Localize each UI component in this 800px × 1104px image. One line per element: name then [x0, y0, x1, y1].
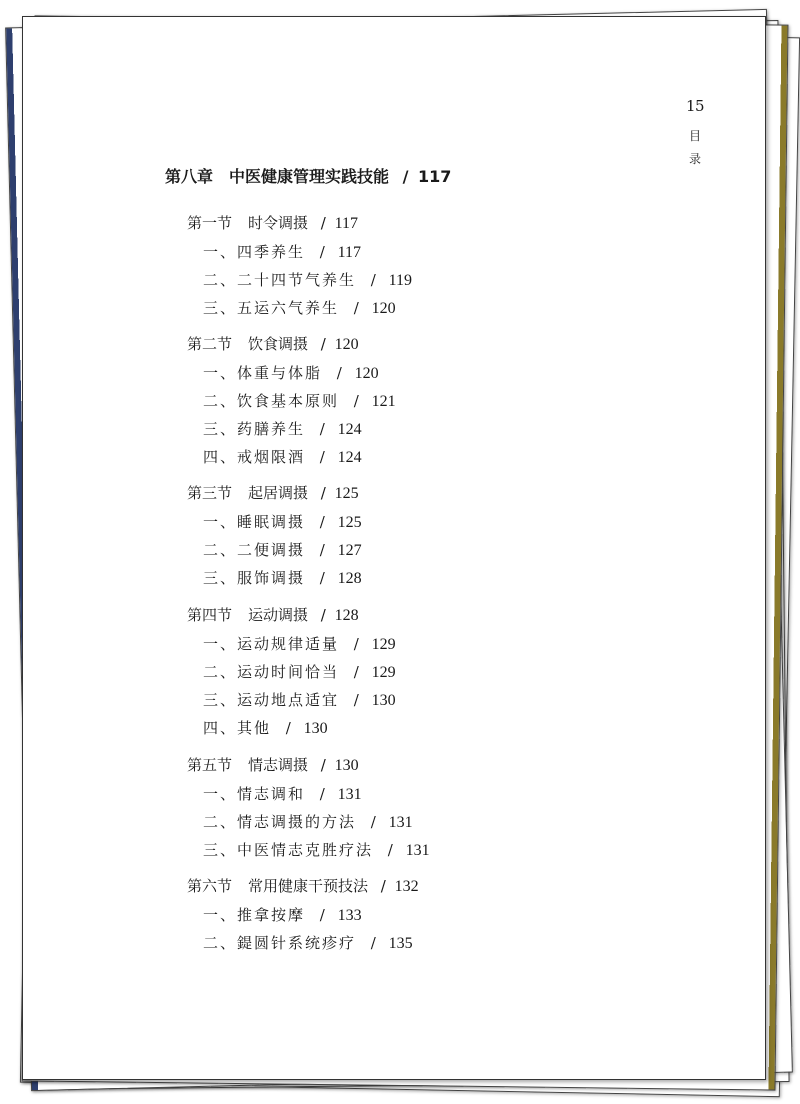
item-title: 二、情志调摄的方法: [203, 813, 357, 831]
item-title: 三、中医情志克胜疗法: [203, 841, 374, 859]
toc-section: 第二节 饮食调摄 / 120: [187, 335, 359, 353]
item-page: 131: [337, 786, 362, 803]
section-label: 第五节: [187, 756, 233, 774]
chapter-heading: 第八章 中医健康管理实践技能 / 117: [165, 167, 452, 186]
item-title: 一、推拿按摩: [203, 906, 306, 924]
item-page: 130: [371, 692, 396, 709]
toc-item: 二、二十四节气养生 / 119: [203, 271, 413, 289]
toc-item: 一、运动规律适量 / 129: [203, 635, 396, 653]
item-page: 117: [337, 244, 362, 261]
toc-item: 三、服饰调摄 / 128: [203, 569, 362, 587]
section-title: 时令调摄: [248, 214, 309, 232]
item-page: 119: [388, 272, 413, 289]
toc-item: 二、二便调摄 / 127: [203, 541, 362, 559]
toc-item: 一、推拿按摩 / 133: [203, 906, 362, 924]
item-page: 124: [337, 449, 362, 466]
item-page: 121: [371, 393, 396, 410]
item-title: 一、体重与体脂: [203, 364, 323, 382]
item-title: 一、睡眠调摄: [203, 513, 306, 531]
item-page: 124: [337, 421, 362, 438]
section-title: 常用健康干预技法: [248, 877, 369, 895]
section-label: 第二节: [187, 335, 233, 353]
document-page: [22, 16, 766, 1080]
section-page: 128: [334, 607, 359, 624]
toc-item: 一、四季养生 / 117: [203, 243, 362, 261]
item-page: 129: [371, 664, 396, 681]
section-title: 运动调摄: [248, 606, 309, 624]
toc-item: 四、其他 / 130: [203, 719, 328, 737]
item-title: 四、其他: [203, 719, 272, 737]
toc-item: 一、体重与体脂 / 120: [203, 364, 379, 382]
toc-item: 二、饮食基本原则 / 121: [203, 392, 396, 410]
item-title: 三、药膳养生: [203, 420, 306, 438]
item-page: 127: [337, 542, 362, 559]
section-label: 第三节: [187, 484, 233, 502]
section-label: 第四节: [187, 606, 233, 624]
item-title: 三、运动地点适宜: [203, 691, 340, 709]
section-title: 饮食调摄: [248, 335, 309, 353]
page-number: 15: [685, 97, 705, 115]
toc-section: 第六节 常用健康干预技法 / 132: [187, 877, 419, 895]
item-page: 131: [388, 814, 413, 831]
item-title: 二、鍉圆针系统疹疗: [203, 934, 357, 952]
toc-section: 第四节 运动调摄 / 128: [187, 606, 359, 624]
item-title: 四、戒烟限酒: [203, 448, 306, 466]
toc-item: 一、情志调和 / 131: [203, 785, 362, 803]
toc-item: 三、中医情志克胜疗法 / 131: [203, 841, 430, 859]
item-page: 129: [371, 636, 396, 653]
item-title: 一、情志调和: [203, 785, 306, 803]
item-title: 三、五运六气养生: [203, 299, 340, 317]
item-page: 120: [354, 365, 379, 382]
item-page: 133: [337, 907, 362, 924]
toc-item: 三、运动地点适宜 / 130: [203, 691, 396, 709]
section-page: 125: [334, 485, 359, 502]
section-page: 130: [334, 757, 359, 774]
section-page: 117: [334, 215, 359, 232]
item-title: 一、运动规律适量: [203, 635, 340, 653]
item-page: 128: [337, 570, 362, 587]
toc-section: 第五节 情志调摄 / 130: [187, 756, 359, 774]
toc-item: 二、鍉圆针系统疹疗 / 135: [203, 934, 413, 952]
item-page: 125: [337, 514, 362, 531]
section-page: 120: [334, 336, 359, 353]
item-title: 三、服饰调摄: [203, 569, 306, 587]
item-page: 120: [371, 300, 396, 317]
chapter-page: 117: [418, 167, 452, 186]
item-title: 一、四季养生: [203, 243, 306, 261]
running-head-char: 目: [688, 129, 701, 143]
section-page: 132: [394, 878, 419, 895]
item-page: 135: [388, 935, 413, 952]
running-head-char: 录: [688, 152, 701, 166]
section-title: 起居调摄: [248, 484, 309, 502]
item-title: 二、饮食基本原则: [203, 392, 340, 410]
running-head: [685, 125, 705, 171]
section-label: 第一节: [187, 214, 233, 232]
chapter-title: 中医健康管理实践技能: [229, 167, 390, 186]
item-title: 二、二便调摄: [203, 541, 306, 559]
chapter-label: 第八章: [165, 167, 214, 186]
toc-section: 第一节 时令调摄 / 117: [187, 214, 359, 232]
item-title: 二、二十四节气养生: [203, 271, 357, 289]
toc-section: 第三节 起居调摄 / 125: [187, 484, 359, 502]
toc-item: 三、药膳养生 / 124: [203, 420, 362, 438]
item-page: 130: [303, 720, 328, 737]
toc-item: 一、睡眠调摄 / 125: [203, 513, 362, 531]
item-title: 二、运动时间恰当: [203, 663, 340, 681]
toc-item: 二、运动时间恰当 / 129: [203, 663, 396, 681]
section-title: 情志调摄: [248, 756, 309, 774]
toc-item: 二、情志调摄的方法 / 131: [203, 813, 413, 831]
section-label: 第六节: [187, 877, 233, 895]
toc-item: 四、戒烟限酒 / 124: [203, 448, 362, 466]
item-page: 131: [405, 842, 430, 859]
toc-item: 三、五运六气养生 / 120: [203, 299, 396, 317]
